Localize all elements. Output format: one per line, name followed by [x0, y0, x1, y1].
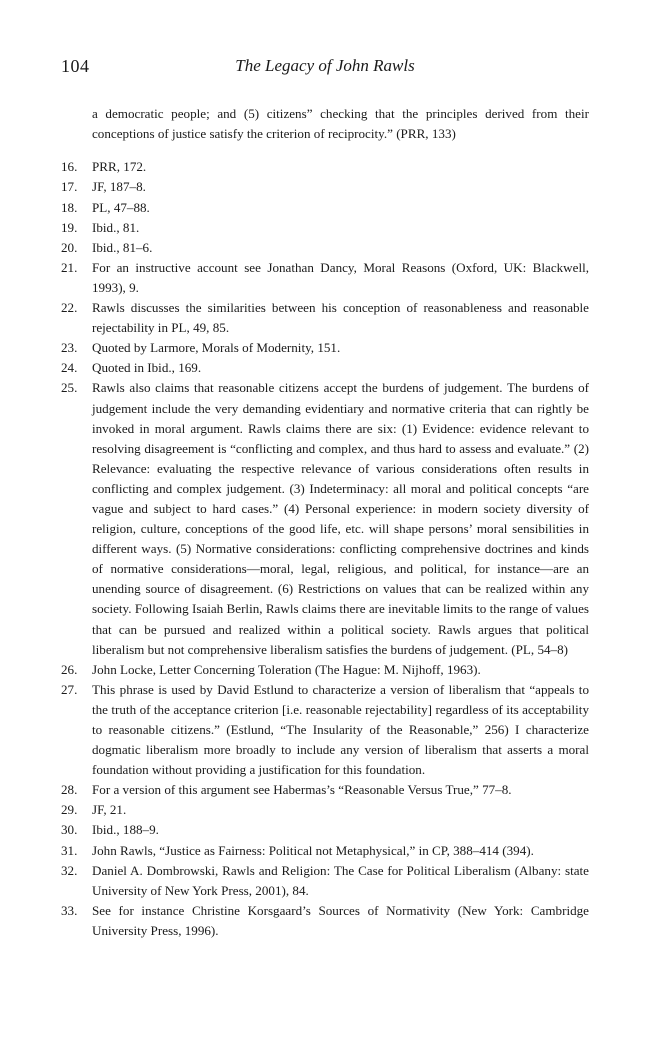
note-30: [61, 820, 589, 840]
note-text: JF, 187–8.: [92, 179, 146, 195]
note-text: Rawls also claims that reasonable citizens accept the burdens of judgement. The burdens of judgement include the very demanding evidentiary and normative criteria that can rightly be invoked in moral argument. Rawls claims there are six: (1) Evidence: evidence relevant to resolving disagreement is “conflicting and complex, and thus hard to assess and evaluate.” (2) Relevance: evaluating the respective relevance of various considerations often results in conflicting and complex judgement. (3) Indeterminacy: all moral and political concepts “are vague and subject to hard cases.” (4) Personal experience: in modern society diversity of religion, culture, conceptions of the good life, etc. will shape persons’ moral sensibilities in different ways. (5) Normative considerations: conflicting comprehensive doctrines and kinds of normative considerations—moral, legal, religious, and political, for instance—are an unending source of disagreement. (6) Restrictions on values that can be realized within any society. Following Isaiah Berlin, Rawls claims there are inevitable limits to the range of values that can be pursued and realized within a political society. Rawls argues that political liberalism but not comprehensive liberalism satisfies the burdens of judgement. (PL, 54–8): [92, 380, 589, 657]
note-text: See for instance Christine Korsgaard’s Sources of Normativity (New York: Cambridge University Press, 1996).: [92, 902, 589, 938]
note-text: For an instructive account see Jonathan Dancy, Moral Reasons (Oxford, UK: Blackwell, 1993), 9.: [92, 259, 589, 295]
note-number: 31.: [61, 842, 78, 858]
note-text: Ibid., 81–6.: [92, 239, 153, 255]
note-number: 16.: [61, 159, 78, 175]
page-header: [61, 56, 589, 80]
note-number: 19.: [61, 219, 78, 235]
note-text: JF, 21.: [92, 802, 127, 818]
note-number: 27.: [61, 681, 78, 697]
note-29: [61, 800, 589, 820]
note-text: John Locke, Letter Concerning Toleration (The Hague: M. Nijhoff, 1963).: [92, 661, 481, 677]
note-number: 17.: [61, 179, 78, 195]
note-18: [61, 198, 589, 218]
note-text: Quoted in Ibid., 169.: [92, 360, 202, 376]
note-20: [61, 238, 589, 258]
note-21: [61, 258, 589, 298]
note-text: Quoted by Larmore, Morals of Modernity, 151.: [92, 340, 341, 356]
note-26: [61, 660, 589, 680]
note-number: 33.: [61, 902, 78, 918]
note-number: 25.: [61, 380, 78, 396]
note-text: John Rawls, “Justice as Fairness: Political not Metaphysical,” in CP, 388–414 (394).: [92, 842, 534, 858]
note-number: 30.: [61, 822, 78, 838]
note-24: [61, 358, 589, 378]
note-text: This phrase is used by David Estlund to characterize a version of liberalism that “appeals to the truth of the acceptance criterion [i.e. reasonable rejectability] regardless of its acceptability to reasonable citizens.” (Estlund, “The Insularity of the Reasonable,” 256) I characterize dogmatic liberalism more broadly to include any version of liberalism that asserts a moral foundation without providing a justification for this foundation.: [92, 681, 589, 778]
note-number: 22.: [61, 300, 78, 316]
note-32: [61, 861, 589, 901]
note-continuation: a democratic people; and (5) citizens” checking that the principles derived from their conceptions of justice satisfy the criterion of reciprocity.” (PRR, 133): [92, 106, 589, 142]
note-16: [61, 157, 589, 177]
note-number: 23.: [61, 340, 78, 356]
note-number: 26.: [61, 661, 78, 677]
note-text: PRR, 172.: [92, 159, 147, 175]
note-number: 32.: [61, 862, 78, 878]
page-number: 104: [61, 56, 90, 76]
note-text: Ibid., 81.: [92, 219, 140, 235]
note-number: 18.: [61, 199, 78, 215]
note-31: [61, 841, 589, 861]
note-17: [61, 177, 589, 197]
note-number: 29.: [61, 802, 78, 818]
note-number: 21.: [61, 259, 78, 275]
running-head: The Legacy of John Rawls: [235, 56, 415, 75]
note-text: For a version of this argument see Habermas’s “Reasonable Versus True,” 77–8.: [92, 782, 512, 798]
note-28: [61, 780, 589, 800]
notes-list: [61, 157, 589, 941]
note-number: 24.: [61, 360, 78, 376]
note-text: PL, 47–88.: [92, 199, 150, 215]
note-text: Ibid., 188–9.: [92, 822, 159, 838]
endnotes: [61, 91, 589, 941]
note-19: [61, 218, 589, 238]
note-23: [61, 338, 589, 358]
note-25: [61, 378, 589, 659]
note-text: Daniel A. Dombrowski, Rawls and Religion: The Case for Political Liberalism (Albany: state University of New York Press, 2001), 84.: [92, 862, 589, 898]
note-22: [61, 298, 589, 338]
note-text: Rawls discusses the similarities between his conception of reasonableness and reasonable rejectability in PL, 49, 85.: [92, 300, 589, 336]
note-number: 20.: [61, 239, 78, 255]
note-33: [61, 901, 589, 941]
note-number: 28.: [61, 782, 78, 798]
note-27: [61, 680, 589, 780]
